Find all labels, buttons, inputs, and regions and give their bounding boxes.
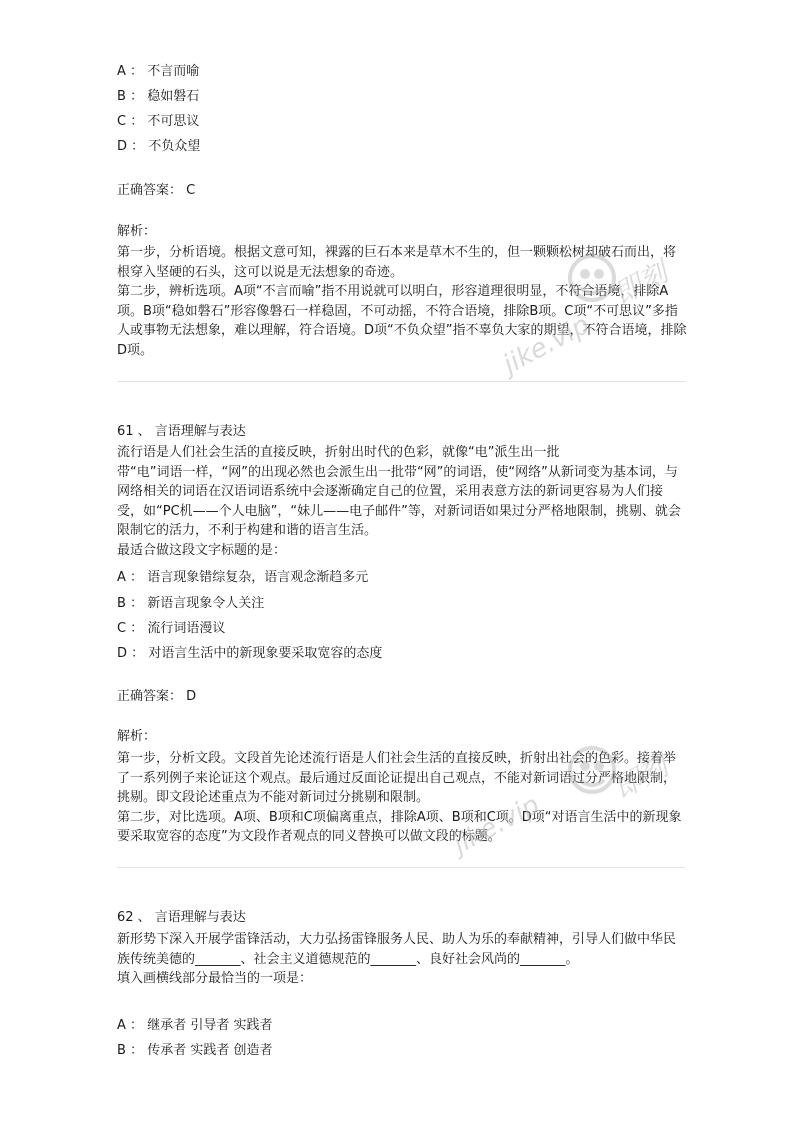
- answer-line: 正确答案： D: [117, 689, 197, 704]
- option-c: C ： 流行词语漫议: [117, 621, 226, 636]
- watermark-text: 即刻: [608, 749, 674, 806]
- watermark-text: jike.vip: [498, 309, 595, 381]
- analysis-label: 解析：: [117, 224, 157, 239]
- analysis-label: 解析：: [117, 729, 157, 744]
- divider: [117, 381, 685, 382]
- option-d: D ： 不负众望: [117, 139, 201, 154]
- option-d: D ： 对语言生活中的新现象要采取宽容的态度: [117, 646, 383, 661]
- question-stem: 新形势下深入开展学雷锋活动，大力弘扬雷锋服务人民、助人为乐的奉献精神，引导人们做中华民族传统美德的_______、社会主义道德规范的_______、良好社会风尚的_______。 填入画横线部分最恰当的一项是：: [117, 932, 677, 986]
- option-b: B ： 新语言现象令人关注: [117, 596, 265, 611]
- watermark-text: jike.vip: [448, 789, 545, 861]
- option-a: A ： 不言而喻: [117, 64, 200, 79]
- answer-value: C: [186, 183, 196, 198]
- option-a: A ： 语言现象错综复杂，语言观念渐趋多元: [117, 570, 369, 585]
- question-heading: 62 、 言语理解与表达: [117, 910, 246, 925]
- option-a: A ： 继承者 引导者 实践者: [117, 1018, 273, 1033]
- watermark-text: 即刻: [608, 255, 674, 312]
- question-heading: 61 、 言语理解与表达: [117, 424, 246, 439]
- analysis-text: 第一步，分析文段。文段首先论述流行语是人们社会生活的直接反映，折射出社会的色彩。接着举了一系列例子来论证这个观点。最后通过反面论证提出自己观点，不能对新词语过分严格地限制，挑剔。即文段论述重点为不能对新词过分挑剔和限制。 第二步，对比选项。A项、B项和C项偏离重点，排除A项、B项和C项。D项“对语言生活中的新现象要采取宽容的态度”为文段作者观点的同义替换可以做文段的标题。: [117, 751, 682, 844]
- divider: [117, 867, 685, 868]
- analysis-text: 第一步，分析语境。根据文意可知，裸露的巨石本来是草木不生的，但一颗颗松树却破石而出，将根穿入坚硬的石头，这可以说是无法想象的奇迹。 第二步，辨析选项。A项“不言而喻”指不用说就可以明白，形容道理很明显，不符合语境，排除A项。B项“稳如磐石”形容像磐石一样稳固，不可动摇，不符合语境，排除B项。C项“不可思议”多指人或事物无法想象，难以理解，符合语境。D项“不负众望”指不辜负大家的期望，不符合语境，排除D项。: [117, 245, 687, 358]
- answer-line: 正确答案： C: [117, 183, 196, 198]
- option-c: C ： 不可思议: [117, 114, 200, 129]
- answer-value: D: [186, 689, 197, 704]
- option-b: B ： 传承者 实践者 创造者: [117, 1043, 273, 1058]
- option-b: B ： 稳如磐石: [117, 89, 200, 104]
- question-stem: 流行语是人们社会生活的直接反映，折射出时代的色彩，就像“电”派生出一批 带“电”词语一样，“网”的出现必然也会派生出一批带“网”的词语，使“网络”从新词变为基本词，与网络相关的词语在汉语词语系统中会逐渐确定自己的位置，采用表意方法的新词更容易为人们接受，如“PC机——个人电脑”，“妹儿——电子邮件”等，对新词语如果过分严格地限制，挑剔、就会限制它的活力，不利于构建和谐的语言生活。 最适合做这段文字标题的是：: [117, 445, 681, 558]
